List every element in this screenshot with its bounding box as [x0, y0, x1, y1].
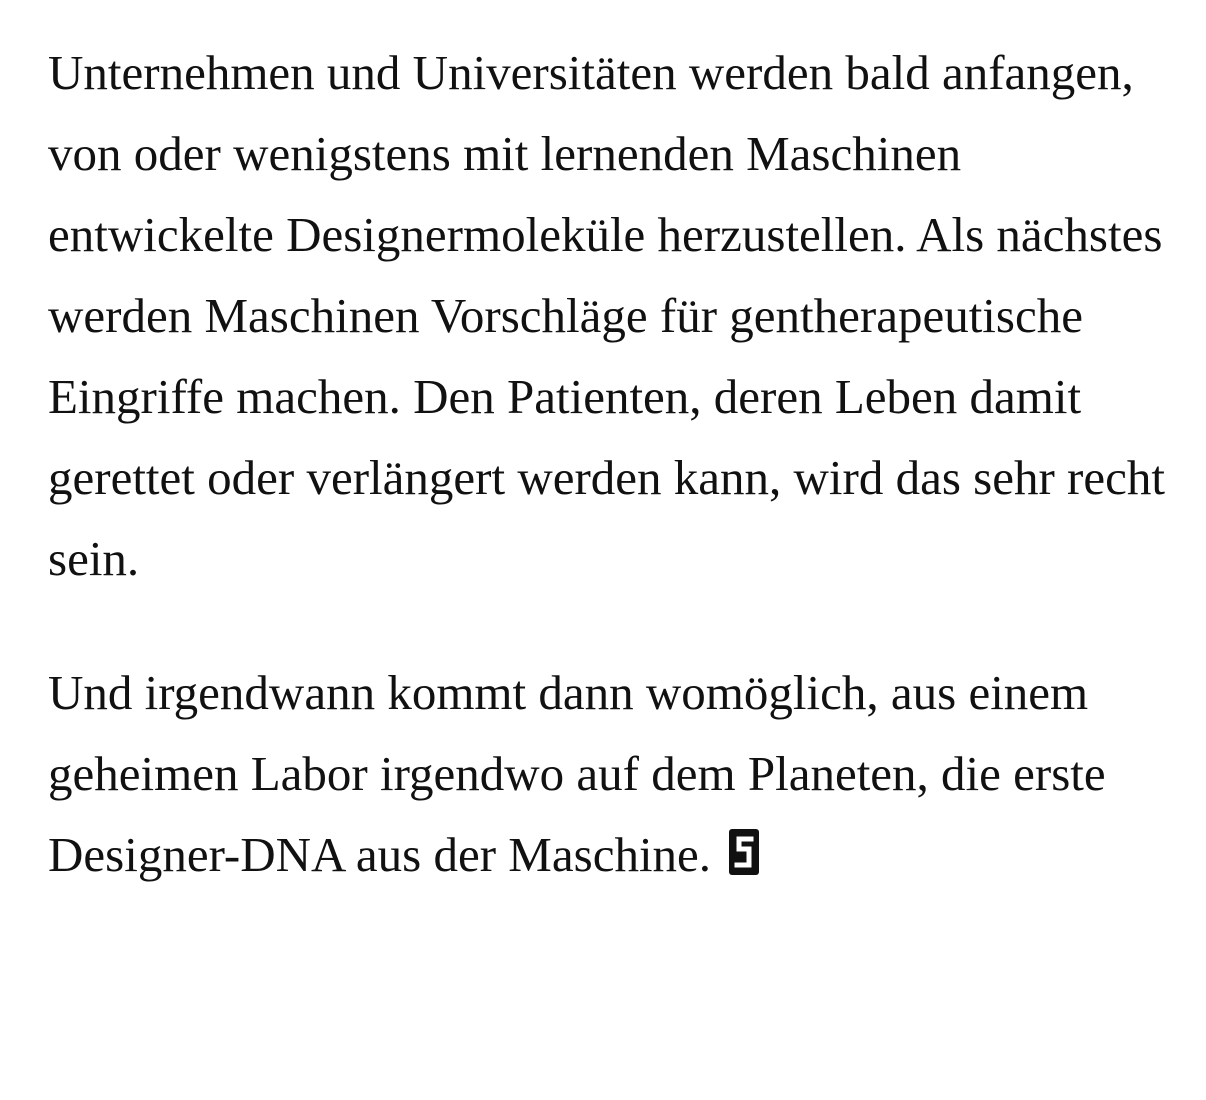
article-paragraph-2 [48, 652, 1178, 895]
article-body [48, 32, 1178, 895]
spiegel-s-end-icon [729, 818, 759, 864]
article-paragraph-2-text: Und irgendwann kommt dann womöglich, aus einem geheimen Labor irgendwo auf dem Planeten, die erste Designer-DNA aus der Maschine. [48, 665, 1106, 882]
article-paragraph-1: Unternehmen und Universitäten werden bald anfangen, von oder wenigstens mit lernenden Maschinen entwickelte Designermoleküle herzustellen. Als nächstes werden Maschinen Vorschläge für gentherapeutische Eingriffe machen. Den Patienten, deren Leben damit gerettet oder verlängert werden kann, wird das sehr recht sein. [48, 45, 1165, 586]
